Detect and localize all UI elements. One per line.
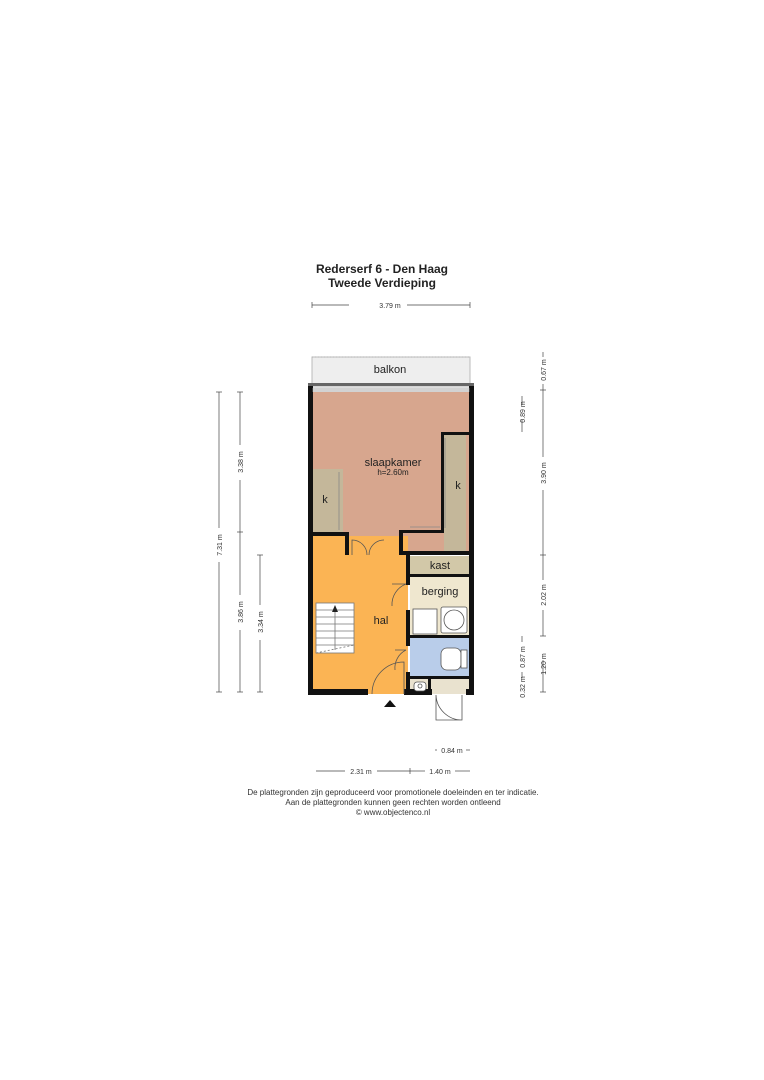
dim-right-balkon: 0.67 m (541, 359, 548, 381)
closet-right-label: k (455, 480, 461, 492)
dim-right-120: 1.20 m (541, 653, 548, 675)
plan-subtitle: Tweede Verdieping (328, 276, 436, 290)
dim-right-087: 0.87 m (520, 646, 527, 668)
dim-bottom-left: 2.31 m (350, 769, 372, 776)
dim-top-width: 3.79 m (379, 303, 401, 310)
slaapkamer-label: slaapkamer (364, 457, 422, 469)
closet-left-floor (313, 469, 343, 532)
balkon-label: balkon (373, 364, 407, 376)
closet-left-label: k (322, 494, 328, 506)
disclaimer-line-1: De plattegronden zijn geproduceerd voor promotionele doeleinden en ter indicatie. (247, 788, 539, 797)
dim-right-202: 2.02 m (541, 584, 548, 606)
hal-label: hal (373, 615, 389, 627)
disclaimer-copyright: © www.objectenco.nl (355, 808, 431, 817)
closet-right-floor (444, 435, 466, 554)
disclaimer-line-2: Aan de plattegronden kunnen geen rechten worden ontleend (285, 798, 501, 807)
toilet-icon (441, 648, 461, 670)
entrance-arrow-icon (384, 700, 396, 707)
berging-label: berging (421, 586, 459, 598)
dim-bottom-door: 0.84 m (441, 748, 463, 755)
dim-left-lower: 3.86 m (238, 601, 245, 623)
stairs (316, 603, 354, 653)
dim-left-total: 7.31 m (217, 534, 224, 556)
dim-left-upper: 3.38 m (238, 451, 245, 473)
boiler-icon (413, 609, 437, 634)
dim-right-032: 0.32 m (520, 676, 527, 698)
dim-left-stairs: 3.34 m (258, 611, 265, 633)
kast-label: kast (429, 560, 451, 572)
slaapkamer-height: h=2.60m (377, 468, 409, 477)
dim-right-089: 0.89 m (520, 401, 527, 423)
dim-bottom-right: 1.40 m (429, 769, 451, 776)
plan-title: Rederserf 6 - Den Haag (315, 262, 449, 276)
dim-right-390: 3.90 m (541, 462, 548, 484)
